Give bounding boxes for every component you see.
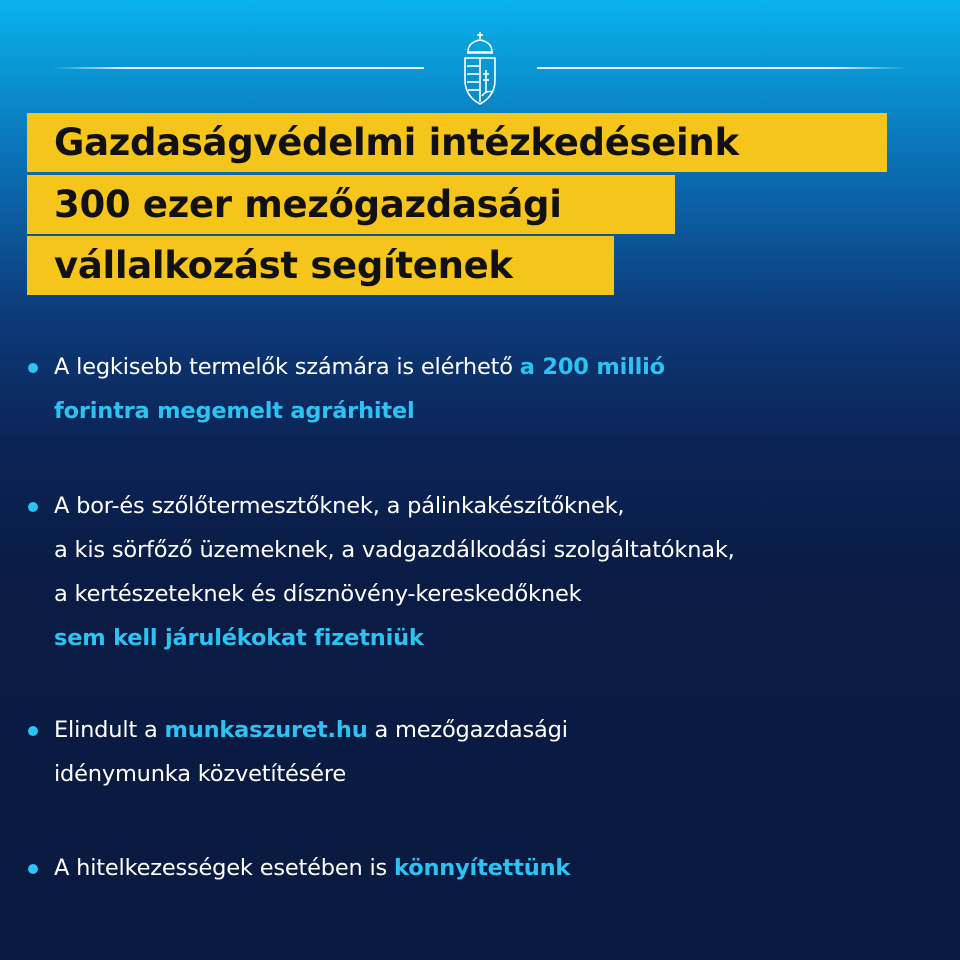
title-line-2: 300 ezer mezőgazdasági bbox=[27, 175, 675, 234]
bullet-text: A legkisebb termelők számára is elérhető bbox=[54, 354, 520, 380]
bullet-text: a kertészeteknek és dísznövény-kereskedőknek bbox=[54, 581, 582, 607]
bullet-jarulek bbox=[28, 484, 948, 660]
bullet-text: Elindult a bbox=[54, 717, 165, 743]
bullet-highlight: a 200 millió bbox=[519, 354, 665, 380]
bullet-text: A hitelkezességek esetében is bbox=[54, 855, 395, 881]
bullet-line bbox=[54, 708, 948, 752]
bullet-agrarhitel bbox=[28, 345, 948, 433]
bullet-highlight: forintra megemelt agrárhitel bbox=[54, 398, 415, 424]
title-line-3: vállalkozást segítenek bbox=[27, 236, 614, 295]
header-rule-right bbox=[537, 67, 907, 69]
bullet-text: A bor-és szőlőtermesztőknek, a pálinkakészítőknek, bbox=[54, 493, 625, 519]
bullet-dot-icon bbox=[28, 864, 38, 874]
header-rule-left bbox=[52, 67, 424, 69]
bullet-line bbox=[54, 345, 948, 389]
bullet-dot-icon bbox=[28, 502, 38, 512]
bullet-highlight: sem kell járulékokat fizetniük bbox=[54, 625, 424, 651]
bullet-munkaszuret bbox=[28, 708, 948, 796]
bullet-dot-icon bbox=[28, 726, 38, 736]
bullet-hitelkezesseg bbox=[28, 846, 948, 890]
website-link[interactable]: munkaszuret.hu bbox=[164, 717, 368, 743]
bullet-text: a mezőgazdasági bbox=[367, 717, 568, 743]
bullet-text: a kis sörfőző üzemeknek, a vadgazdálkodási szolgáltatóknak, bbox=[54, 537, 735, 563]
bullet-dot-icon bbox=[28, 363, 38, 373]
bullet-text: idénymunka közvetítésére bbox=[54, 761, 347, 787]
title-line-1: Gazdaságvédelmi intézkedéseink bbox=[27, 113, 887, 172]
bullet-line bbox=[54, 846, 948, 890]
bullet-highlight: könnyítettünk bbox=[394, 855, 571, 881]
coat-of-arms-icon bbox=[460, 30, 500, 108]
